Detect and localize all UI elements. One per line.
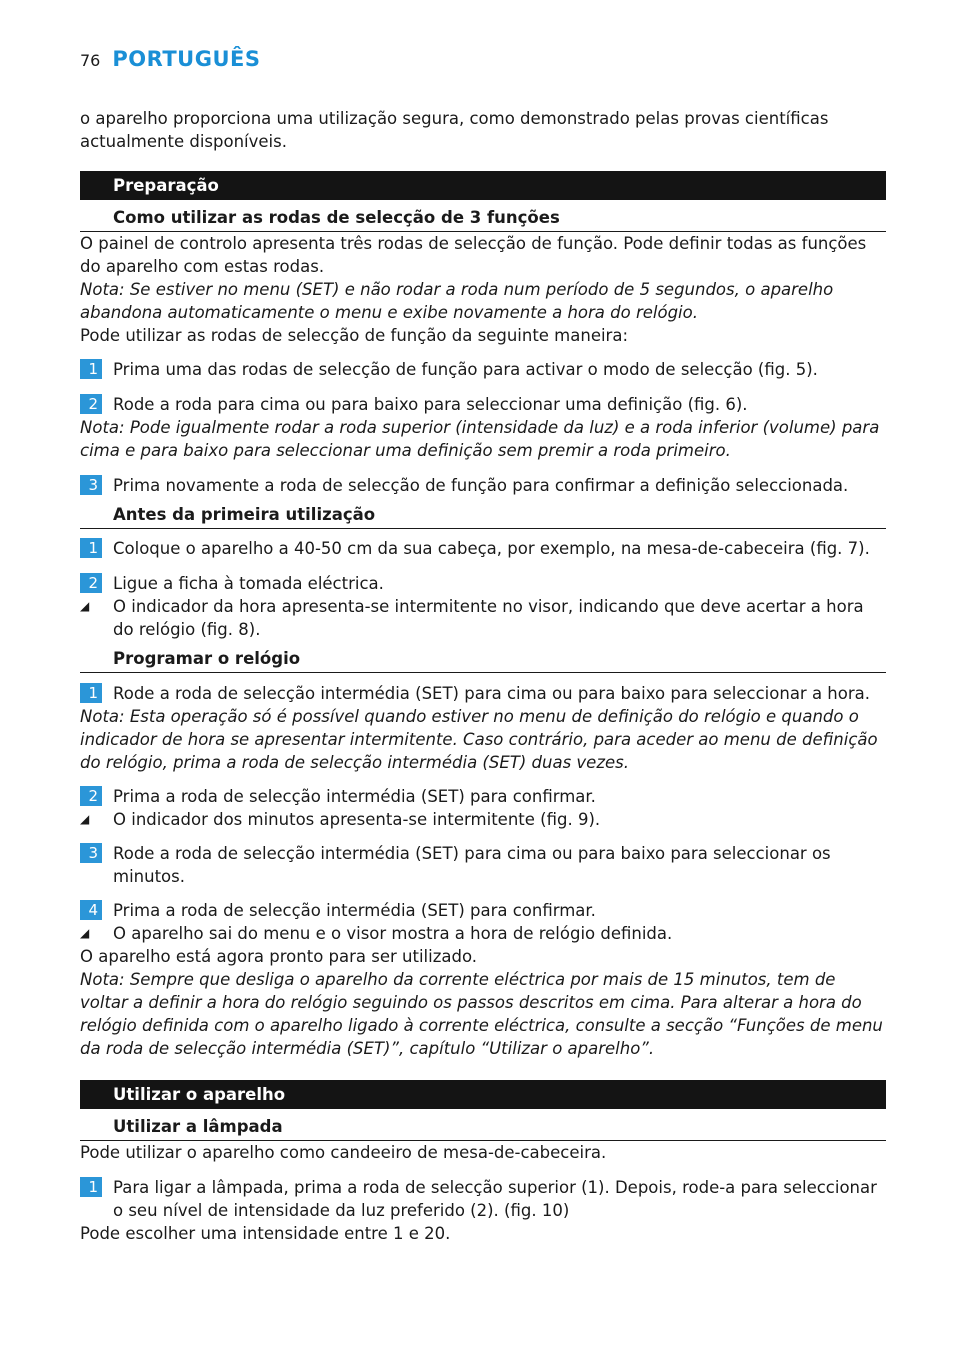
subsection-wheels: Como utilizar as rodas de selecção de 3 funções: [80, 204, 886, 232]
result-text: O indicador da hora apresenta-se intermitente no visor, indicando que deve acertar a hora do relógio (fig. 8).: [113, 597, 864, 639]
clock-step-2: [80, 785, 886, 808]
intro-paragraph: o aparelho proporciona uma utilização segura, como demonstrado pelas provas científicas actualmente disponíveis.: [80, 109, 829, 151]
wheels-step-2: [80, 393, 886, 416]
result-arrow-icon: ◢: [80, 926, 90, 940]
clock-ready-text: O aparelho está agora pronto para ser utilizado.: [80, 947, 478, 966]
step-text: Rode a roda de selecção intermédia (SET) para cima ou para baixo para seleccionar os minutos.: [113, 844, 831, 886]
first-use-result: [80, 595, 886, 641]
wheels-paragraph-1: O painel de controlo apresenta três rodas de selecção de função. Pode definir todas as funções do aparelho com estas rodas.: [80, 234, 867, 276]
wheels-step-1: [80, 358, 886, 381]
step-number: 1: [80, 1177, 102, 1197]
page-number: 76: [80, 51, 101, 70]
section-preparacao: Preparação: [80, 171, 886, 200]
step-number: 2: [80, 573, 102, 593]
result-text: O indicador dos minutos apresenta-se intermitente (fig. 9).: [113, 810, 601, 829]
clock-result-2: [80, 922, 886, 945]
clock-step-4: [80, 899, 886, 922]
step-number: 4: [80, 900, 102, 920]
wheels-note-2: Nota: Pode igualmente rodar a roda superior (intensidade da luz) e a roda inferior (volume) para cima e para baixo para seleccionar uma definição sem premir a roda primeiro.: [80, 418, 880, 460]
clock-note-2: Nota: Sempre que desliga o aparelho da corrente eléctrica por mais de 15 minutos, tem de voltar a definir a hora do relógio seguindo os passos descritos em cima. Para alterar a hora do relógio definida com o aparelho ligado à corrente eléctrica, consulte a secção “Funções de menu da roda de selecção intermédia (SET)”, capítulo “Utilizar o aparelho”.: [80, 970, 883, 1058]
step-number: 2: [80, 394, 102, 414]
wheels-step-3: [80, 474, 886, 497]
step-text: Rode a roda para cima ou para baixo para seleccionar uma definição (fig. 6).: [113, 395, 748, 414]
step-number: 2: [80, 786, 102, 806]
result-text: O aparelho sai do menu e o visor mostra a hora de relógio definida.: [113, 924, 673, 943]
page-language: PORTUGUÊS: [112, 47, 261, 71]
step-number: 1: [80, 683, 102, 703]
step-text: Prima a roda de selecção intermédia (SET) para confirmar.: [113, 787, 596, 806]
step-number: 1: [80, 359, 102, 379]
clock-step-1: [80, 682, 886, 705]
step-text: Para ligar a lâmpada, prima a roda de selecção superior (1). Depois, rode-a para seleccionar o seu nível de intensidade da luz preferido (2). (fig. 10): [113, 1178, 877, 1220]
section-utilizar: Utilizar o aparelho: [80, 1080, 886, 1109]
step-text: Prima a roda de selecção intermédia (SET) para confirmar.: [113, 901, 596, 920]
clock-step-3: [80, 842, 886, 888]
page-content: [80, 107, 886, 1245]
step-text: Prima uma das rodas de selecção de função para activar o modo de selecção (fig. 5).: [113, 360, 818, 379]
subsection-lamp: Utilizar a lâmpada: [80, 1113, 886, 1141]
wheels-note-1: Nota: Se estiver no menu (SET) e não rodar a roda num período de 5 segundos, o aparelho abandona automaticamente o menu e exibe novamente a hora do relógio.: [80, 280, 834, 322]
first-use-step-2: [80, 572, 886, 595]
step-text: Prima novamente a roda de selecção de função para confirmar a definição seleccionada.: [113, 476, 849, 495]
subsection-first-use: Antes da primeira utilização: [80, 501, 886, 529]
result-arrow-icon: ◢: [80, 812, 90, 826]
lamp-step-1: [80, 1176, 886, 1222]
wheels-paragraph-2: Pode utilizar as rodas de selecção de função da seguinte maneira:: [80, 326, 629, 345]
clock-note-1: Nota: Esta operação só é possível quando estiver no menu de definição do relógio e quando o indicador de hora se apresentar intermitente. Caso contrário, para aceder ao menu de definição do relógio, prima a roda de selecção intermédia (SET) duas vezes.: [80, 707, 878, 772]
result-arrow-icon: ◢: [80, 599, 90, 613]
step-text: Coloque o aparelho a 40-50 cm da sua cabeça, por exemplo, na mesa-de-cabeceira (fig. 7).: [113, 539, 870, 558]
step-number: 1: [80, 538, 102, 558]
subsection-clock: Programar o relógio: [80, 645, 886, 673]
lamp-paragraph-2: Pode escolher uma intensidade entre 1 e 20.: [80, 1224, 451, 1243]
page-header: [80, 48, 260, 74]
step-text: Rode a roda de selecção intermédia (SET) para cima ou para baixo para seleccionar a hora.: [113, 684, 871, 703]
first-use-step-1: [80, 537, 886, 560]
clock-result-1: [80, 808, 886, 831]
lamp-paragraph-1: Pode utilizar o aparelho como candeeiro de mesa-de-cabeceira.: [80, 1143, 607, 1162]
step-number: 3: [80, 843, 102, 863]
step-number: 3: [80, 475, 102, 495]
step-text: Ligue a ficha à tomada eléctrica.: [113, 574, 384, 593]
